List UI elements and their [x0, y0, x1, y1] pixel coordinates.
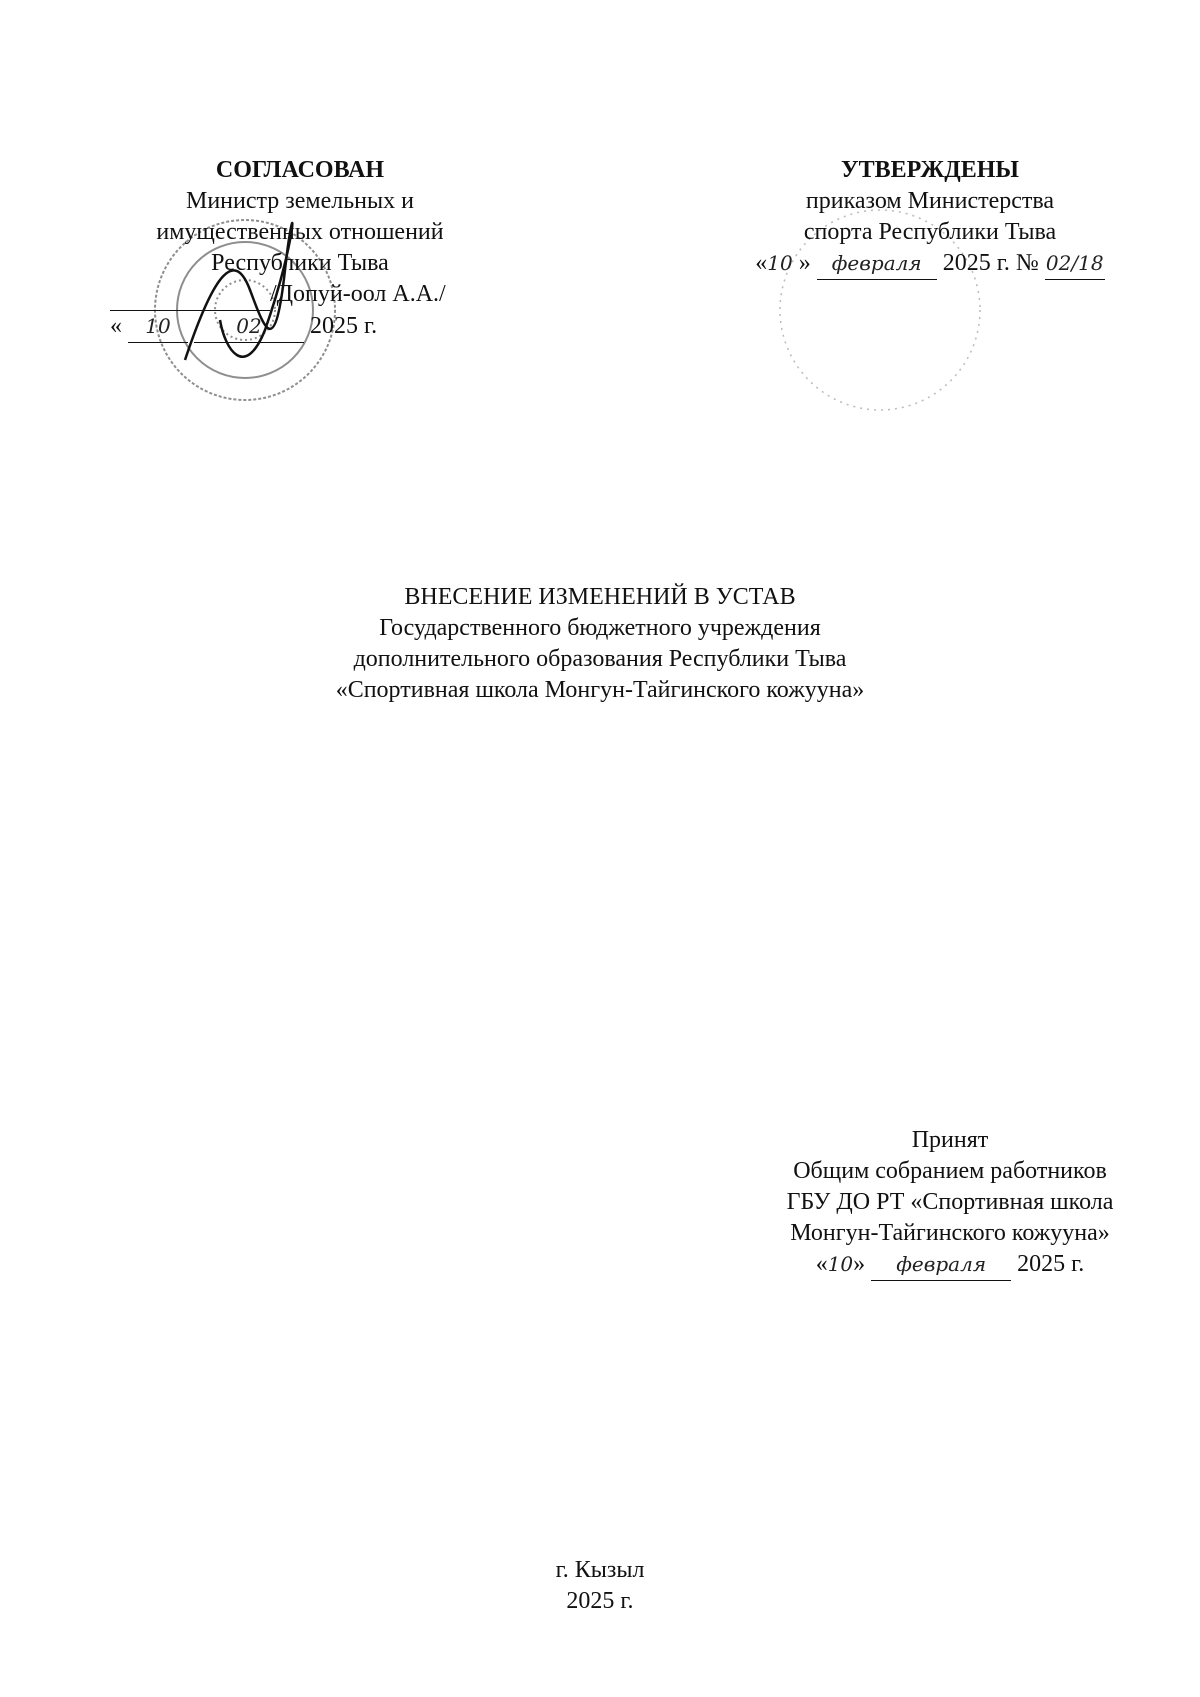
approved-line1: Министр земельных и [185, 188, 414, 214]
approved-block [110, 155, 490, 343]
accepted-date-close: » [853, 1251, 866, 1277]
approved-date-month: 02 [194, 311, 304, 343]
accepted-line3: Монгун-Тайгинского кожууна» [790, 1220, 1110, 1246]
accepted-date-day: 10 [827, 1252, 854, 1276]
title-line4: «Спортивная школа Монгун-Тайгинского кожууна» [335, 677, 865, 703]
footer-year: 2025 г. [566, 1588, 634, 1614]
accepted-date-line [740, 1249, 1160, 1281]
accepted-line1: Общим собранием работников [793, 1158, 1107, 1184]
title-line2: Государственного бюджетного учреждения [379, 615, 821, 641]
accepted-date-month: февраля [871, 1249, 1011, 1281]
confirmed-heading: УТВЕРЖДЕНЫ [841, 157, 1019, 183]
approved-date-open: « [110, 313, 122, 339]
confirmed-date-day: 10 [767, 251, 793, 275]
accepted-date-year: 2025 г. [1017, 1251, 1085, 1277]
approved-date-year: 2025 г. [310, 313, 378, 339]
document-title-block [250, 582, 950, 706]
approved-signature-line [110, 279, 490, 311]
confirmed-date-close: » [798, 250, 811, 276]
approved-heading: СОГЛАСОВАН [215, 157, 385, 183]
confirmed-line1: приказом Министерства [805, 188, 1055, 214]
approved-date-line [110, 311, 490, 343]
approved-line2: имущественных отношений [156, 219, 444, 245]
title-line1: ВНЕСЕНИЕ ИЗМЕНЕНИЙ В УСТАВ [404, 584, 796, 610]
confirmed-block [720, 155, 1140, 280]
accepted-date-open: « [815, 1251, 828, 1277]
confirmed-date-line [720, 248, 1140, 280]
signature-blank [110, 279, 270, 311]
approved-line3: Республики Тыва [211, 250, 389, 276]
accepted-heading: Принят [911, 1127, 989, 1153]
approved-signatory: /Допуй-оол А.А./ [270, 281, 446, 307]
accepted-line2: ГБУ ДО РТ «Спортивная школа [786, 1189, 1114, 1215]
footer-city-block [500, 1555, 700, 1617]
confirmed-date-month: февраля [817, 248, 937, 280]
accepted-block [740, 1125, 1160, 1281]
footer-city: г. Кызыл [555, 1557, 645, 1583]
approved-date-day: 10 [128, 311, 188, 343]
confirmed-date-open: « [755, 250, 768, 276]
confirmed-date-year: 2025 г. № [942, 250, 1039, 276]
title-line3: дополнительного образования Республики Тыва [353, 646, 847, 672]
confirmed-line2: спорта Республики Тыва [803, 219, 1057, 245]
confirmed-order-number: 02/18 [1045, 248, 1105, 280]
